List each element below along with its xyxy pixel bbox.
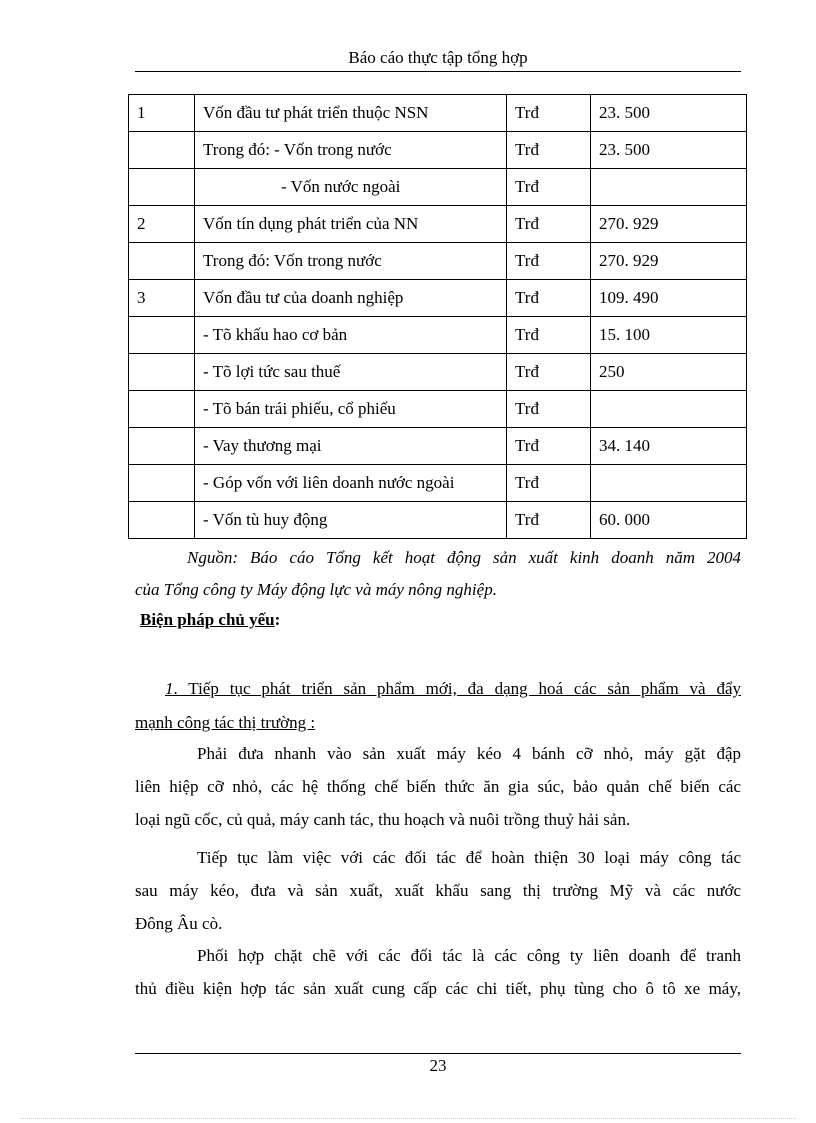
- paragraph-1: [135, 737, 741, 836]
- paragraph-2: [135, 841, 741, 940]
- item-cell: Trong đó: - Vốn trong nước: [195, 132, 507, 169]
- item-cell: Vốn đầu tư của doanh nghiệp: [195, 280, 507, 317]
- item-cell: Vốn tín dụng phát triển của NN: [195, 206, 507, 243]
- subheading-line-2: mạnh công tác thị trường :: [135, 713, 316, 732]
- paragraph-line: liên hiệp cỡ nhỏ, các hệ thống chế biến thức ăn gia súc, bảo quản chế biến các: [135, 777, 741, 796]
- table-row: [129, 280, 747, 317]
- item-cell: Trong đó: Vốn trong nước: [195, 243, 507, 280]
- unit-cell: Trđ: [507, 206, 591, 243]
- paragraph-line: sau máy kéo, đưa và sản xuất, xuất khẩu sang thị trường Mỹ và các nước: [135, 881, 741, 900]
- row-number-cell: 3: [129, 280, 195, 317]
- item-cell: - Tõ khấu hao cơ bản: [195, 317, 507, 354]
- subheading-number: 1: [165, 679, 174, 698]
- table-row: [129, 206, 747, 243]
- row-number-cell: [129, 465, 195, 502]
- value-cell: 270. 929: [591, 206, 747, 243]
- table-row: [129, 95, 747, 132]
- subheading-line-1-text: . Tiếp tục phát triển sản phẩm mới, đa dạng hoá các sản phẩm và đẩy: [173, 679, 741, 698]
- unit-cell: Trđ: [507, 502, 591, 539]
- unit-cell: Trđ: [507, 280, 591, 317]
- unit-cell: Trđ: [507, 354, 591, 391]
- table-row: [129, 354, 747, 391]
- row-number-cell: [129, 243, 195, 280]
- subheading-1: [135, 672, 741, 740]
- row-number-cell: [129, 391, 195, 428]
- unit-cell: Trđ: [507, 428, 591, 465]
- value-cell: 270. 929: [591, 243, 747, 280]
- page-header-title: Báo cáo thực tập tổng hợp: [348, 48, 528, 67]
- value-cell: 60. 000: [591, 502, 747, 539]
- table-row: [129, 317, 747, 354]
- table-row: [129, 465, 747, 502]
- item-cell: - Góp vốn với liên doanh nước ngoài: [195, 465, 507, 502]
- table-row: [129, 243, 747, 280]
- section-title-colon: :: [274, 610, 281, 629]
- value-cell: 109. 490: [591, 280, 747, 317]
- paragraph-line: loại ngũ cốc, củ quả, máy canh tác, thu hoạch và nuôi trồng thuỷ hải sản.: [135, 810, 631, 829]
- value-cell: [591, 169, 747, 206]
- row-number-cell: 2: [129, 206, 195, 243]
- row-number-cell: [129, 169, 195, 206]
- unit-cell: Trđ: [507, 169, 591, 206]
- value-cell: 23. 500: [591, 132, 747, 169]
- value-cell: [591, 391, 747, 428]
- row-number-cell: [129, 132, 195, 169]
- paragraph-line: Phải đưa nhanh vào sản xuất máy kéo 4 bánh cỡ nhỏ, máy gặt đập: [197, 744, 741, 763]
- value-cell: [591, 465, 747, 502]
- footer-divider: [135, 1053, 741, 1054]
- unit-cell: Trđ: [507, 132, 591, 169]
- unit-cell: Trđ: [507, 391, 591, 428]
- page-bottom-edge: [20, 1118, 796, 1119]
- unit-cell: Trđ: [507, 465, 591, 502]
- item-cell: - Tõ lợi tức sau thuế: [195, 354, 507, 391]
- paragraph-line: thủ điều kiện hợp tác sản xuất cung cấp các chi tiết, phụ tùng cho ô tô xe máy,: [135, 979, 741, 998]
- value-cell: 34. 140: [591, 428, 747, 465]
- unit-cell: Trđ: [507, 95, 591, 132]
- item-cell: - Tõ bán trái phiếu, cổ phiếu: [195, 391, 507, 428]
- row-number-cell: [129, 317, 195, 354]
- capital-table: [128, 94, 747, 539]
- source-line-1: Nguồn: Báo cáo Tổng kết hoạt động sản xuất kinh doanh năm 2004: [187, 548, 741, 567]
- table-source-note: [135, 542, 741, 606]
- unit-cell: Trđ: [507, 243, 591, 280]
- table-row: [129, 428, 747, 465]
- row-number-cell: [129, 502, 195, 539]
- row-number-cell: [129, 354, 195, 391]
- item-cell: - Vốn tù huy động: [195, 502, 507, 539]
- page-number: 23: [429, 1056, 447, 1075]
- item-cell: - Vốn nước ngoài: [195, 169, 507, 206]
- paragraph-3: [135, 939, 741, 1005]
- header-divider: [135, 71, 741, 72]
- unit-cell: Trđ: [507, 317, 591, 354]
- paragraph-line: Phối hợp chặt chẽ với các đối tác là các công ty liên doanh để tranh: [197, 946, 741, 965]
- paragraph-line: Tiếp tục làm việc với các đối tác để hoàn thiện 30 loại máy công tác: [197, 848, 741, 867]
- paragraph-line: Đông Âu cò.: [135, 914, 223, 933]
- row-number-cell: 1: [129, 95, 195, 132]
- section-title: [140, 610, 280, 630]
- table-row: [129, 132, 747, 169]
- item-cell: Vốn đầu tư phát triển thuộc NSN: [195, 95, 507, 132]
- value-cell: 23. 500: [591, 95, 747, 132]
- table-row: [129, 169, 747, 206]
- table-row: [129, 391, 747, 428]
- section-title-text: Biện pháp chủ yếu: [140, 610, 275, 629]
- row-number-cell: [129, 428, 195, 465]
- value-cell: 250: [591, 354, 747, 391]
- item-cell: - Vay thương mại: [195, 428, 507, 465]
- value-cell: 15. 100: [591, 317, 747, 354]
- table-row: [129, 502, 747, 539]
- source-line-2: của Tổng công ty Máy động lực và máy nông nghiệp.: [135, 580, 497, 599]
- subheading-line-1: [135, 672, 741, 706]
